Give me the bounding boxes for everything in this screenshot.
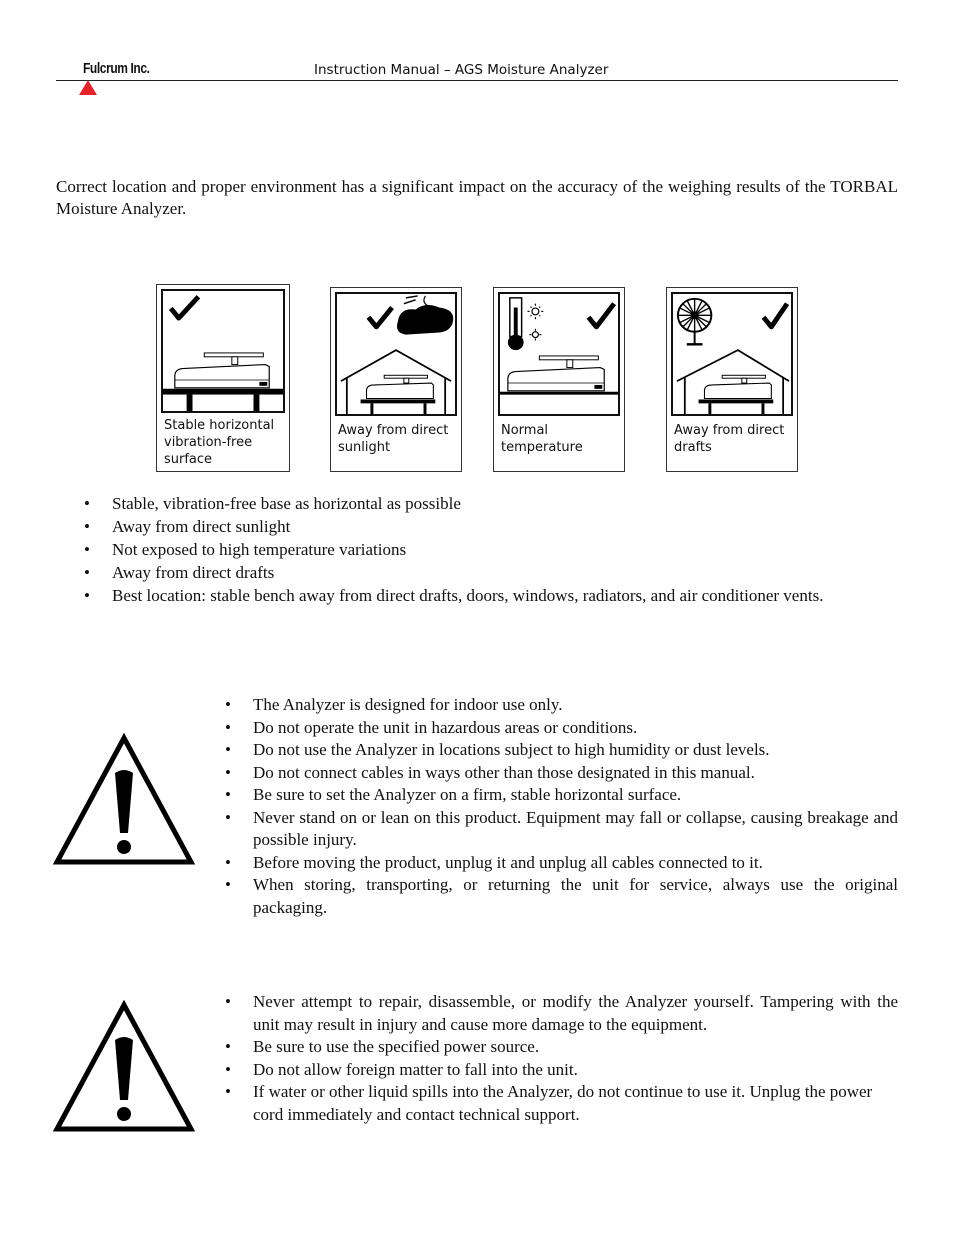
sun-cloud-icon [397, 296, 453, 335]
house-icon [341, 350, 451, 414]
thermometer-icon [508, 298, 543, 350]
house-icon [677, 350, 789, 414]
checkmark-icon [589, 304, 615, 327]
list-item: • Not exposed to high temperature variations [56, 538, 916, 561]
caution-list [225, 694, 898, 919]
scale-icon [699, 375, 774, 414]
list-item: • Do not allow foreign matter to fall into the unit. [225, 1059, 898, 1082]
list-item: • Be sure to use the specified power source. [225, 1036, 898, 1059]
list-item: • Never attempt to repair, disassemble, or modify the Analyzer yourself. Tampering with the unit may result in injury and cause more damage to the equipment. [225, 991, 898, 1036]
location-illustration [498, 292, 620, 416]
list-item: • Never stand on or lean on this product. Equipment may fall or collapse, causing breakage and possible injury. [225, 807, 898, 852]
intro-paragraph: Correct location and proper environment has a significant impact on the accuracy of the weighing results of the TORBAL Moisture Analyzer. [56, 177, 898, 218]
card-caption: Away from direct drafts [674, 423, 785, 455]
list-item: • If water or other liquid spills into the Analyzer, do not continue to use it. Unplug the power cord immediately and contact technical support. [225, 1081, 898, 1126]
list-item: • Before moving the product, unplug it and unplug all cables connected to it. [225, 852, 898, 875]
red-triangle-icon [79, 80, 97, 95]
location-card-stable-surface [156, 284, 290, 472]
location-card-sunlight [330, 287, 462, 472]
checkmark-icon [368, 308, 392, 327]
list-item: • Do not use the Analyzer in locations subject to high humidity or dust levels. [225, 739, 898, 762]
location-illustration [335, 292, 457, 416]
warning-triangle-icon [52, 1000, 196, 1133]
warning-list [225, 991, 898, 1126]
card-caption: Away from direct sunlight [338, 423, 449, 455]
location-card-temperature [493, 287, 625, 472]
warning-triangle-icon [52, 733, 196, 866]
list-item: • Away from direct drafts [56, 561, 916, 584]
company-logo: Fulcrum Inc. [83, 60, 150, 77]
card-caption: Stable horizontal vibration-free surface [164, 418, 275, 467]
scale-icon [500, 356, 618, 395]
fan-icon [678, 299, 711, 344]
list-item: • Do not operate the unit in hazardous areas or conditions. [225, 717, 898, 740]
location-illustration [161, 289, 285, 413]
location-illustration [671, 292, 793, 416]
list-item: • Best location: stable bench away from direct drafts, doors, windows, radiators, and air conditioner vents. [56, 584, 916, 607]
list-item: • When storing, transporting, or returning the unit for service, always use the original packaging. [225, 874, 898, 919]
location-requirements-list [56, 492, 916, 607]
list-item: • The Analyzer is designed for indoor use only. [225, 694, 898, 717]
card-caption: Normal temperature [501, 423, 583, 455]
scale-icon [361, 375, 436, 414]
location-card-drafts [666, 287, 798, 472]
checkmark-icon [171, 297, 199, 318]
page-header [56, 58, 898, 81]
checkmark-icon [763, 304, 787, 327]
header-title: Instruction Manual – AGS Moisture Analyzer [314, 62, 609, 78]
scale-icon [175, 353, 269, 388]
table-icon [163, 389, 283, 411]
list-item: • Stable, vibration-free base as horizontal as possible [56, 492, 916, 515]
list-item: • Away from direct sunlight [56, 515, 916, 538]
list-item: • Do not connect cables in ways other than those designated in this manual. [225, 762, 898, 785]
list-item: • Be sure to set the Analyzer on a firm, stable horizontal surface. [225, 784, 898, 807]
